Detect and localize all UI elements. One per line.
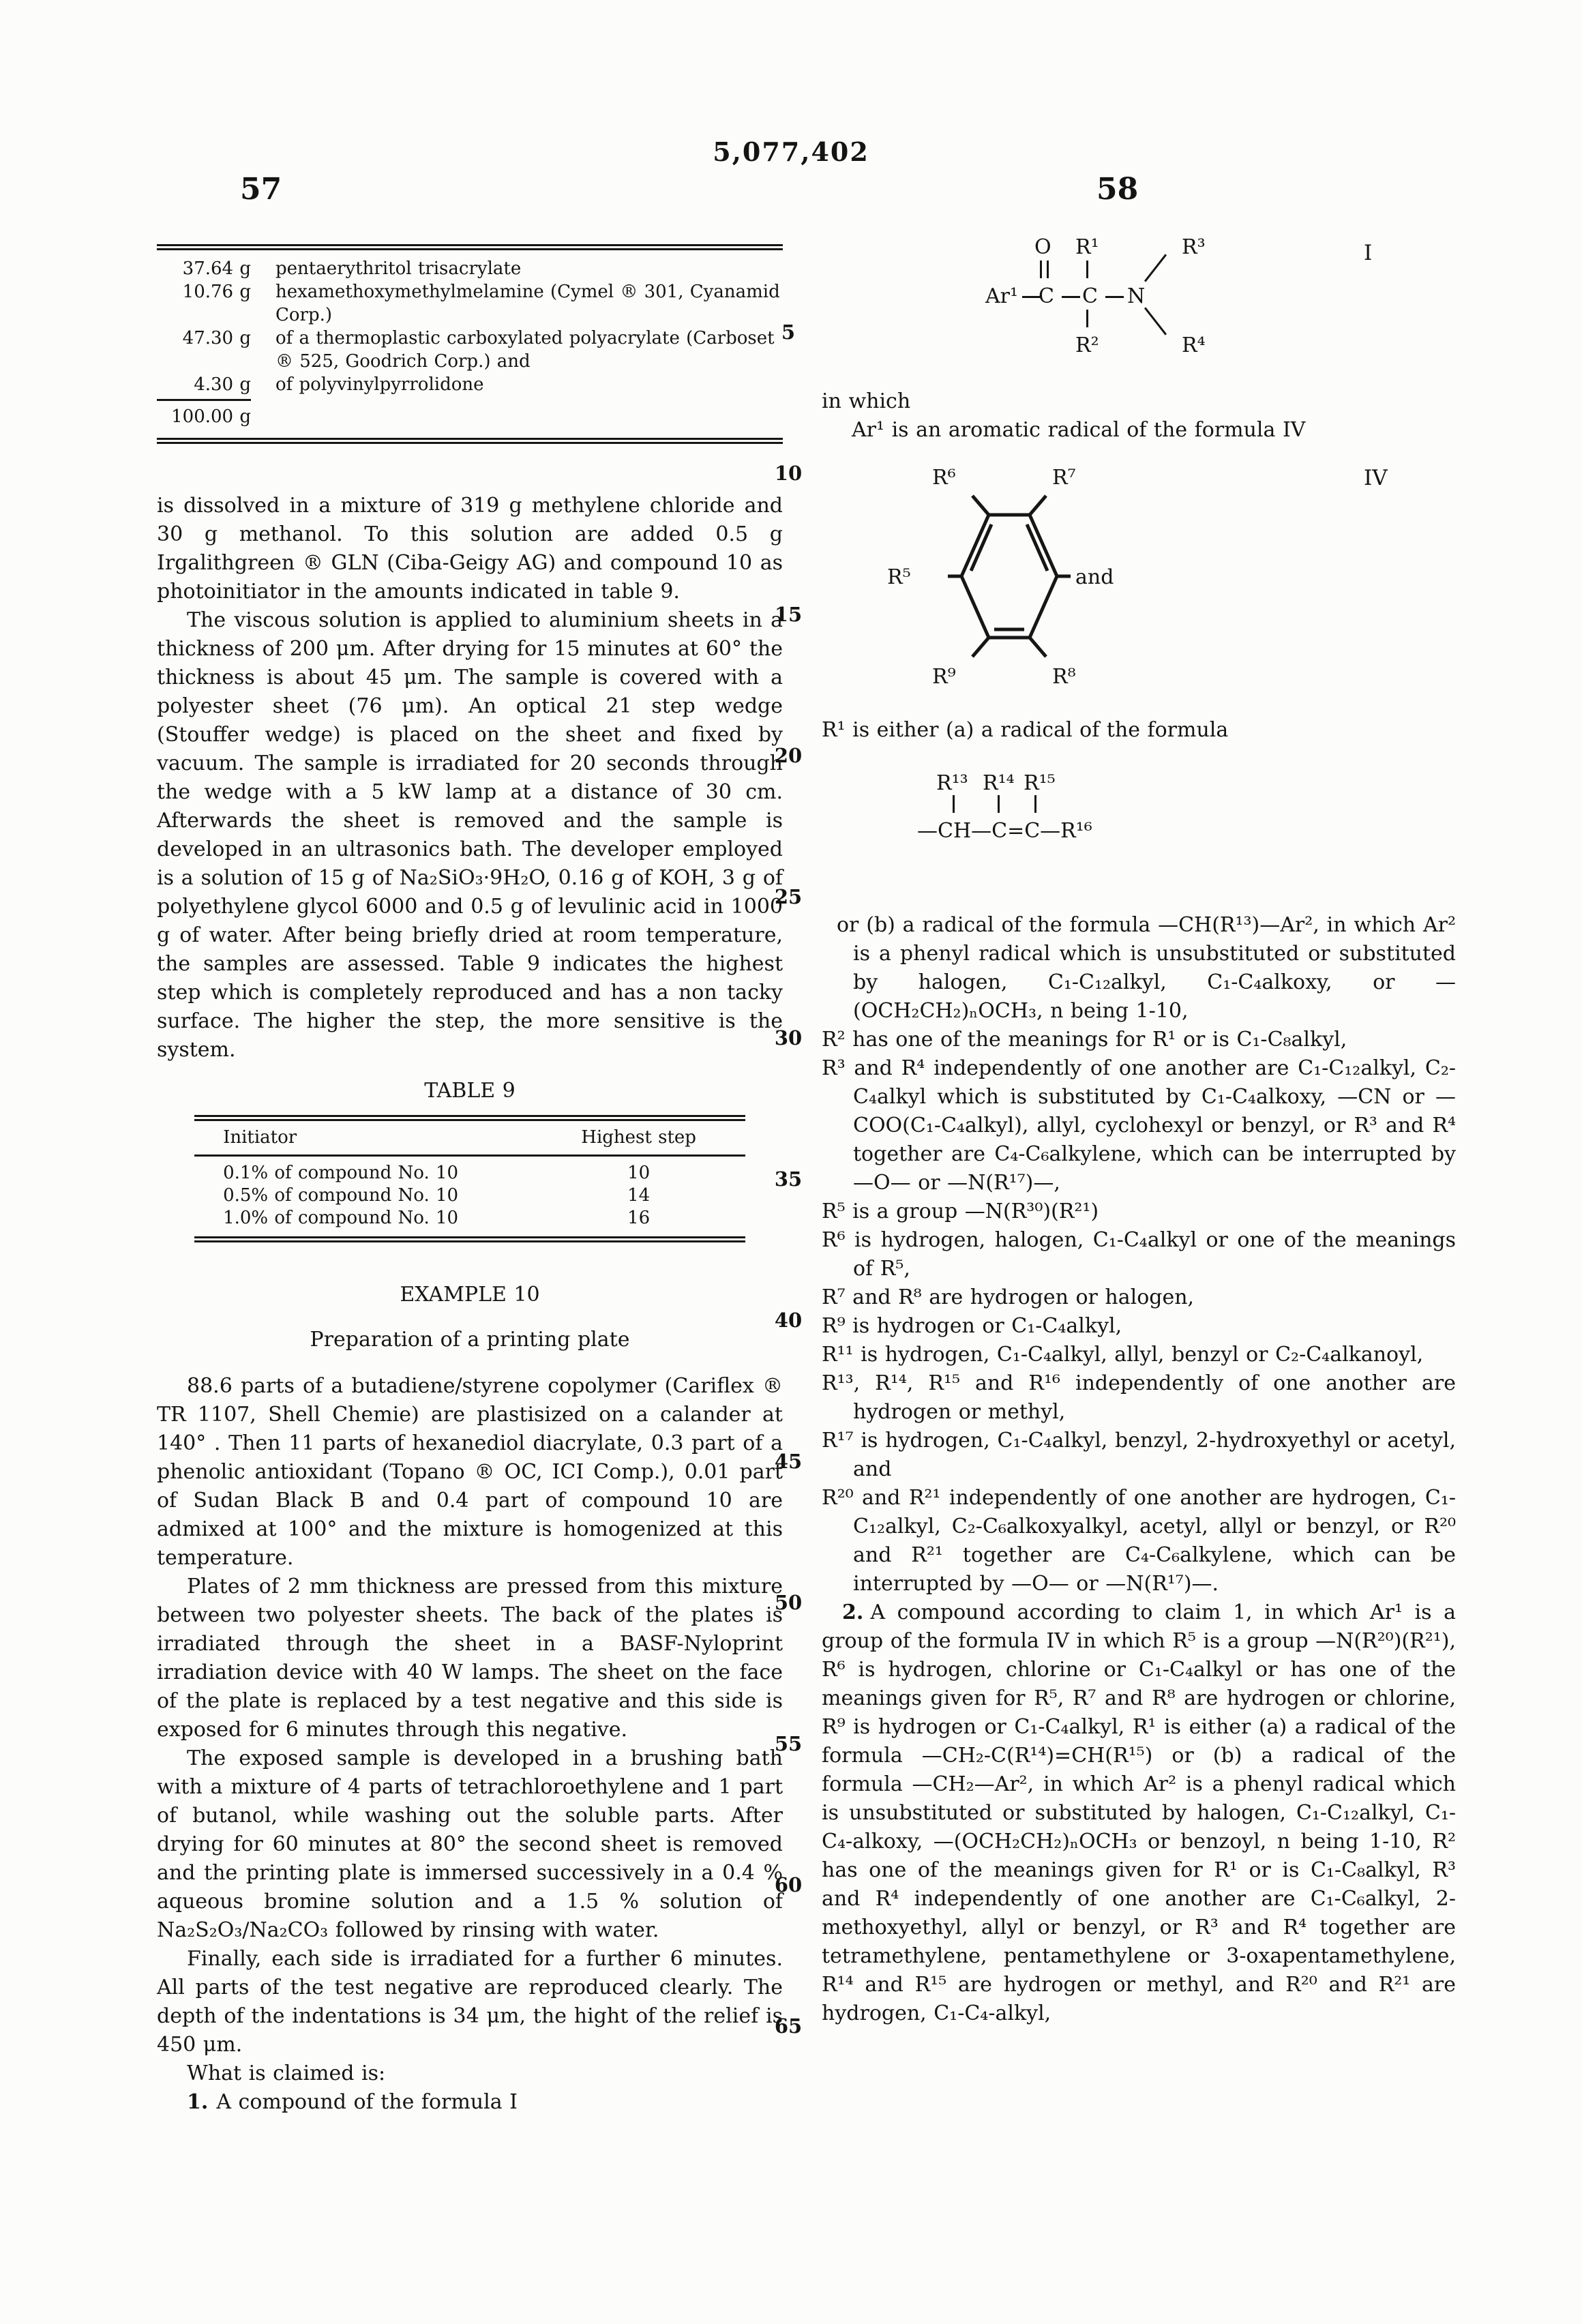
- description-cell: pentaerythritol trisacrylate: [275, 258, 522, 279]
- line-number: 5: [781, 321, 796, 344]
- double-bond: [1040, 260, 1049, 278]
- claim-number: 1.: [187, 2090, 209, 2114]
- line-number: 50: [774, 1591, 803, 1614]
- claim-2: [822, 1598, 1456, 2028]
- definition-item: R⁹ is hydrogen or C₁-C₄alkyl,: [822, 1314, 1122, 1338]
- total-cell: 100.00 g: [171, 406, 251, 427]
- example-subheading: Preparation of a printing plate: [310, 1328, 630, 1352]
- paragraph: Plates of 2 mm thickness are pressed from this mixture between two polyester sheets. The back of the plates is irradiated through the sheet in a BASF-Nyloprint irradiation device with 40 W lamps. The sheet on the face of the plate is replaced by a test negative and this side is exposed for 6 minutes through this negative.: [157, 1575, 783, 1742]
- line-number: 40: [774, 1309, 803, 1332]
- table-9-title: TABLE 9: [424, 1079, 516, 1103]
- single-bond: [953, 795, 955, 813]
- definition-item: R²⁰ and R²¹ independently of one another are hydrogen, C₁-C₁₂alkyl, C₂-C₆alkoxyalkyl, acetyl, allyl or benzyl, or R²⁰ and R²¹ together are C₄-C₆alkylene, which can be interrupted by —O— or —N(R¹⁷)—.: [822, 1486, 1456, 1596]
- single-bond: [998, 795, 1000, 813]
- claims-intro: What is claimed is:: [187, 2061, 386, 2085]
- definition-item: R² has one of the meanings for R¹ or is C₁-C₈alkyl,: [822, 1028, 1347, 1052]
- page-number-left: 57: [240, 172, 282, 207]
- formula-a-structure: [822, 769, 1456, 884]
- line-number: 10: [774, 462, 803, 485]
- table-header-row: [194, 1121, 745, 1154]
- formula-label: I: [1364, 241, 1373, 265]
- left-column: [157, 244, 783, 2117]
- formula-I-structure: [822, 233, 1456, 370]
- substituent-r6: R⁶: [932, 466, 956, 490]
- highest-step-cell: 14: [627, 1185, 651, 1206]
- line-number: 35: [774, 1167, 803, 1191]
- carbonyl-carbon: C: [1039, 284, 1054, 308]
- highest-step-cell: 16: [627, 1208, 651, 1228]
- substituent-r4: R⁴: [1182, 333, 1206, 357]
- definition-item: R¹¹ is hydrogen, C₁-C₄alkyl, allyl, benzyl or C₂-C₄alkanoyl,: [822, 1343, 1424, 1367]
- line-number: 20: [774, 744, 803, 767]
- substituent-r13: R¹³: [936, 771, 968, 795]
- table-row: [194, 1185, 745, 1207]
- line-number: 25: [774, 885, 803, 908]
- table-9: [157, 1077, 783, 1242]
- oxygen-atom: O: [1034, 235, 1051, 259]
- formula-label: IV: [1364, 466, 1388, 490]
- line-number: 45: [774, 1450, 803, 1473]
- diagonal-bond: [1144, 254, 1167, 282]
- patent-number: 5,077,402: [713, 136, 869, 167]
- table-row: [157, 257, 783, 280]
- single-bond: [1062, 296, 1080, 298]
- paragraph: The viscous solution is applied to aluminium sheets in a thickness of 200 μm. After drying for 15 minutes at 60° the thickness is about 45 μm. The sample is covered with a polyester sheet (76 μm). An optical 21 step wedge (Stouffer wedge) is placed on the sheet and fixed by vacuum. The sample is irradiated for 20 seconds through the wedge with a 5 kW lamp at a distance of 30 cm. Afterwards the sheet is removed and the sample is developed in an ultrasonics bath. The developer employed is a solution of 15 g of Na₂SiO₃·9H₂O, 0.16 g of KOH, 3 g of polyethylene glycol 6000 and 0.5 g of levulinic acid in 1000 g of water. After being briefly dried at room temperature, the samples are assessed. Table 9 indicates the highest step which is completely reproduced and has a non tacky surface. The higher the step, the more sensitive is the system.: [157, 608, 783, 1062]
- substituent-r15: R¹⁵: [1024, 771, 1056, 795]
- table-total-row: [157, 401, 783, 434]
- claim-text: A compound according to claim 1, in which Ar¹ is a group of the formula IV in which R⁵ is a group —N(R²⁰)(R²¹), R⁶ is hydrogen, chlorine or C₁-C₄alkyl or has one of the meanings given for R⁵, R⁷ and R⁸ are hydrogen or chlorine, R⁹ is hydrogen or C₁-C₄alkyl, R¹ is either (a) a radical of the formula —CH₂-C(R¹⁴)=CH(R¹⁵) or (b) a radical of the formula —CH₂—Ar², in which Ar² is a phenyl radical which is unsubstituted or substituted by halogen, C₁-C₁₂alkyl, C₁-C₄-alkoxy, —(OCH₂CH₂)ₙOCH₃ or benzoyl, n being 1-10, R² has one of the meanings given for R¹ or is C₁-C₈alkyl, R³ and R⁴ independently of one another are C₁-C₆alkyl, 2-methoxyethyl, allyl or benzyl, or R³ and R⁴ together are tetramethylene, pentamethylene or 3-oxapentamethylene, R¹⁴ and R¹⁵ are hydrogen or methyl, and R²⁰ and R²¹ are hydrogen, C₁-C₄-alkyl,: [822, 1600, 1456, 2025]
- substituent-r3: R³: [1182, 235, 1206, 259]
- substituent-r7: R⁷: [1052, 466, 1076, 490]
- line-number: 65: [774, 2014, 803, 2038]
- benzene-ring: [948, 494, 1071, 658]
- line-number: 30: [774, 1026, 803, 1049]
- claim-1: [157, 2088, 783, 2117]
- substituent-r14: R¹⁴: [983, 771, 1015, 795]
- aryl-group: Ar¹: [985, 284, 1019, 308]
- nitrogen-atom: N: [1127, 284, 1146, 308]
- paragraph: 88.6 parts of a butadiene/styrene copolymer (Cariflex ® TR 1107, Shell Chemie) are plastisized on a calander at 140° . Then 11 parts of hexanediol diacrylate, 0.3 part of a phenolic antioxidant (Topano ® OC, ICI Comp.), 0.01 part of Sudan Black B and 0.4 part of compound 10 are admixed at 100° and the mixture is homogenized at this temperature.: [157, 1374, 783, 1570]
- amount-cell: 4.30 g: [157, 373, 251, 401]
- definition-item: R³ and R⁴ independently of one another are C₁-C₁₂alkyl, C₂-C₄alkyl which is substituted by C₁-C₄alkoxy, —CN or —COO(C₁-C₄alkyl), allyl, cyclohexyl or benzyl, or R³ and R⁴ together are C₄-C₆alkylene, which can be interrupted by —O— or —N(R¹⁷)—,: [822, 1056, 1456, 1195]
- initiator-cell: 1.0% of compound No. 10: [223, 1208, 459, 1228]
- formula-IV-structure: [822, 464, 1456, 702]
- line-number: 55: [774, 1732, 803, 1755]
- amount-cell: 47.30 g: [182, 328, 251, 348]
- highest-step-cell: 10: [627, 1163, 651, 1183]
- substituent-r2: R²: [1075, 333, 1099, 357]
- table-row: [157, 280, 783, 327]
- r1-definition: R¹ is either (a) a radical of the formula: [822, 718, 1229, 742]
- table-row: [194, 1207, 745, 1230]
- single-bond: [1086, 260, 1088, 278]
- substituent-r9: R⁹: [932, 665, 956, 689]
- substituent-r5: R⁵: [887, 565, 911, 589]
- initiator-cell: 0.5% of compound No. 10: [223, 1185, 459, 1206]
- right-column: [822, 233, 1456, 2028]
- single-bond: [1022, 296, 1041, 298]
- amount-cell: 10.76 g: [182, 282, 251, 302]
- description-cell: of a thermoplastic carboxylated polyacrylate (Carboset ® 525, Goodrich Corp.) and: [275, 328, 775, 372]
- paragraph: is dissolved in a mixture of 319 g methylene chloride and 30 g methanol. To this solution are added 0.5 g Irgalithgreen ® GLN (Ciba-Geigy AG) and compound 10 as photoinitiator in the amounts indicated in table 9.: [157, 494, 783, 604]
- alpha-carbon: C: [1082, 284, 1098, 308]
- example-heading: EXAMPLE 10: [400, 1283, 540, 1307]
- definition-item: R¹³, R¹⁴, R¹⁵ and R¹⁶ independently of one another are hydrogen or methyl,: [822, 1371, 1456, 1424]
- diagonal-bond: [1144, 307, 1167, 335]
- substituent-r1: R¹: [1075, 235, 1099, 259]
- definition-item: R⁷ and R⁸ are hydrogen or halogen,: [822, 1285, 1195, 1309]
- substituent-r8: R⁸: [1052, 665, 1076, 689]
- single-bond: [1105, 296, 1124, 298]
- description-cell: hexamethoxymethylmelamine (Cymel ® 301, Cyanamid Corp.): [275, 282, 780, 325]
- single-bond: [1034, 795, 1036, 813]
- definition-item: or (b) a radical of the formula —CH(R¹³)—Ar², in which Ar² is a phenyl radical which is unsubstituted or substituted by halogen, C₁-C₁₂alkyl, C₁-C₄alkoxy, or —(OCH₂CH₂)ₙOCH₃, n being 1-10,: [837, 913, 1456, 1023]
- table-rule-top: [194, 1115, 745, 1121]
- table-rule-bottom: [157, 438, 783, 444]
- line-number: 15: [774, 603, 803, 626]
- table-rule-top: [157, 244, 783, 250]
- carbon-chain: —CH—C=C—R¹⁶: [917, 819, 1092, 843]
- single-bond: [1086, 310, 1088, 327]
- definition-item: R⁵ is a group —N(R³⁰)(R²¹): [822, 1200, 1099, 1223]
- ar1-definition: Ar¹ is an aromatic radical of the formula IV: [852, 418, 1306, 442]
- paragraph: The exposed sample is developed in a brushing bath with a mixture of 4 parts of tetrachloroethylene and 1 part of butanol, while washing out the soluble parts. After drying for 60 minutes at 80° the second sheet is removed and the printing plate is immersed successively in a 0.4 % aqueous bromine solution and a 1.5 % solution of Na₂S₂O₃/Na₂CO₃ followed by rinsing with water.: [157, 1746, 783, 1942]
- amount-cell: 37.64 g: [182, 258, 251, 279]
- composition-table: [157, 244, 783, 444]
- and-label: and: [1075, 565, 1114, 589]
- in-which-text: in which: [822, 389, 911, 413]
- table-rule-bottom: [194, 1236, 745, 1242]
- paragraph: Finally, each side is irradiated for a further 6 minutes. All parts of the test negative are reproduced clearly. The depth of the indentations is 34 μm, the hight of the relief is 450 μm.: [157, 1947, 783, 2057]
- table-row: [157, 327, 783, 373]
- column-header-initiator: Initiator: [223, 1127, 297, 1148]
- initiator-cell: 0.1% of compound No. 10: [223, 1163, 459, 1183]
- definition-item: R⁶ is hydrogen, halogen, C₁-C₄alkyl or one of the meanings of R⁵,: [822, 1228, 1456, 1281]
- description-cell: of polyvinylpyrrolidone: [275, 374, 484, 395]
- definition-item: R¹⁷ is hydrogen, C₁-C₄alkyl, benzyl, 2-hydroxyethyl or acetyl, and: [822, 1429, 1456, 1481]
- page-number-right: 58: [1096, 172, 1139, 207]
- column-header-highest-step: Highest step: [581, 1127, 696, 1148]
- line-number: 60: [774, 1873, 803, 1896]
- claim-number: 2.: [842, 1600, 864, 1624]
- table-row: [194, 1162, 745, 1185]
- table-row: [157, 373, 783, 401]
- claim-text: A compound of the formula I: [216, 2090, 518, 2114]
